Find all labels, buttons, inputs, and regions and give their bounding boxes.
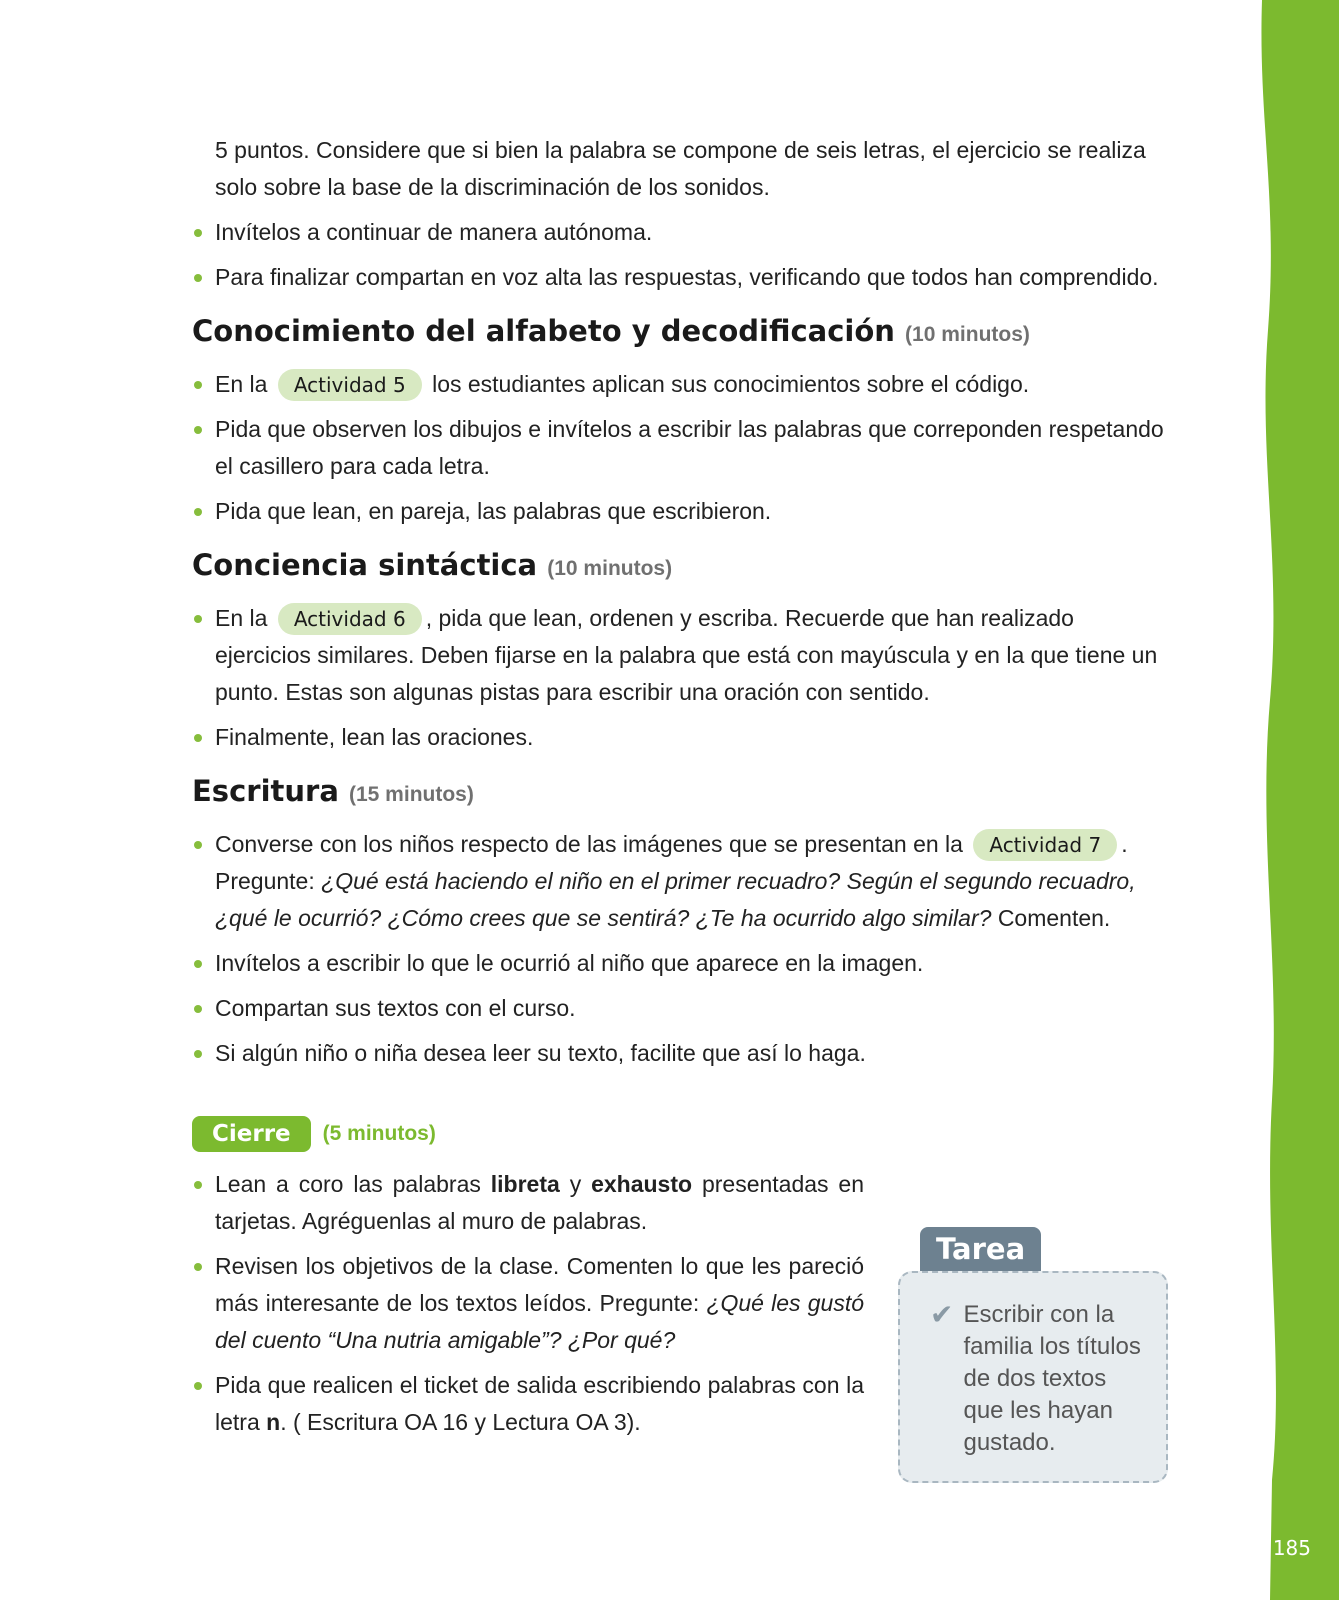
tarea-box: [898, 1227, 1168, 1483]
tarea-text: Escribir con la familia los títulos de dos textos que les hayan gustado.: [963, 1301, 1141, 1456]
list-item: Converse con los niños respecto de las imágenes que se presentan en la Actividad 7 . Pregunte: ¿Qué está haciendo el niño en el primer recuadro? Según el segundo recuadro, ¿qué le ocurrió? ¿Cómo crees que se sentirá? ¿Te ha ocurrido algo similar? Comenten.: [192, 826, 1172, 937]
continuation-paragraph: 5 puntos. Considere que si bien la palabra se compone de seis letras, el ejercicio se realiza solo sobre la base de la discriminación de los sonidos.: [215, 137, 1146, 200]
section-duration: (10 minutos): [547, 557, 673, 580]
alfabeto-list: [192, 366, 1172, 530]
list-item: Invítelos a escribir lo que le ocurrió al niño que aparece en la imagen.: [192, 945, 1172, 982]
section-duration: (10 minutos): [905, 323, 1030, 346]
activity-badge: Actividad 6: [278, 603, 422, 635]
section-heading-alfabeto: Conocimiento del alfabeto y decodificación (10 minutos): [192, 314, 1030, 348]
section-duration: (15 minutos): [349, 783, 474, 806]
list-item: Revisen los objetivos de la clase. Comenten lo que les pareció más interesante de los textos leídos. Pregunte: ¿Qué les gustó del cuento “Una nutria amigable”? ¿Por qué?: [192, 1248, 864, 1359]
activity-badge: Actividad 7: [973, 829, 1117, 861]
cierre-badge: Cierre: [192, 1116, 311, 1152]
list-item: Pida que lean, en pareja, las palabras que escribieron.: [192, 493, 1172, 530]
list-item: Invítelos a continuar de manera autónoma.: [192, 214, 1172, 251]
list-item: En la Actividad 6 , pida que lean, ordenen y escriba. Recuerde que han realizado ejercicios similares. Deben fijarse en la palabra que está con mayúscula y en la que tiene un punto. Estas son algunas pistas para escribir una oración con sentido.: [192, 600, 1172, 711]
intro-list: [192, 214, 1172, 296]
check-icon: ✔: [930, 1299, 954, 1330]
escritura-list: [192, 826, 1172, 1072]
tarea-label: Tarea: [920, 1227, 1041, 1271]
list-item: Compartan sus textos con el curso.: [192, 990, 1172, 1027]
list-item: Finalmente, lean las oraciones.: [192, 719, 1172, 756]
section-heading-sintactica: Conciencia sintáctica (10 minutos): [192, 548, 673, 582]
activity-badge: Actividad 5: [278, 369, 422, 401]
section-heading-escritura: Escritura (15 minutos): [192, 774, 474, 808]
list-item: En la Actividad 5 los estudiantes aplican sus conocimientos sobre el código.: [192, 366, 1172, 403]
list-item: Si algún niño o niña desea leer su texto, facilite que así lo haga.: [192, 1035, 1172, 1072]
cierre-heading: [192, 1116, 1172, 1152]
tarea-content: [898, 1271, 1168, 1483]
cierre-duration: (5 minutos): [322, 1122, 436, 1145]
list-item: Pida que realicen el ticket de salida escribiendo palabras con la letra n. ( Escritura OA 16 y Lectura OA 3).: [192, 1367, 864, 1441]
cierre-list: [192, 1166, 864, 1441]
list-item: Pida que observen los dibujos e invítelos a escribir las palabras que correponden respetando el casillero para cada letra.: [192, 411, 1172, 485]
page-number: 185: [1272, 1536, 1311, 1560]
sintactica-list: [192, 600, 1172, 756]
list-item: Para finalizar compartan en voz alta las respuestas, verificando que todos han comprendido.: [192, 259, 1172, 296]
list-item: Lean a coro las palabras libreta y exhausto presentadas en tarjetas. Agréguenlas al muro de palabras.: [192, 1166, 864, 1240]
